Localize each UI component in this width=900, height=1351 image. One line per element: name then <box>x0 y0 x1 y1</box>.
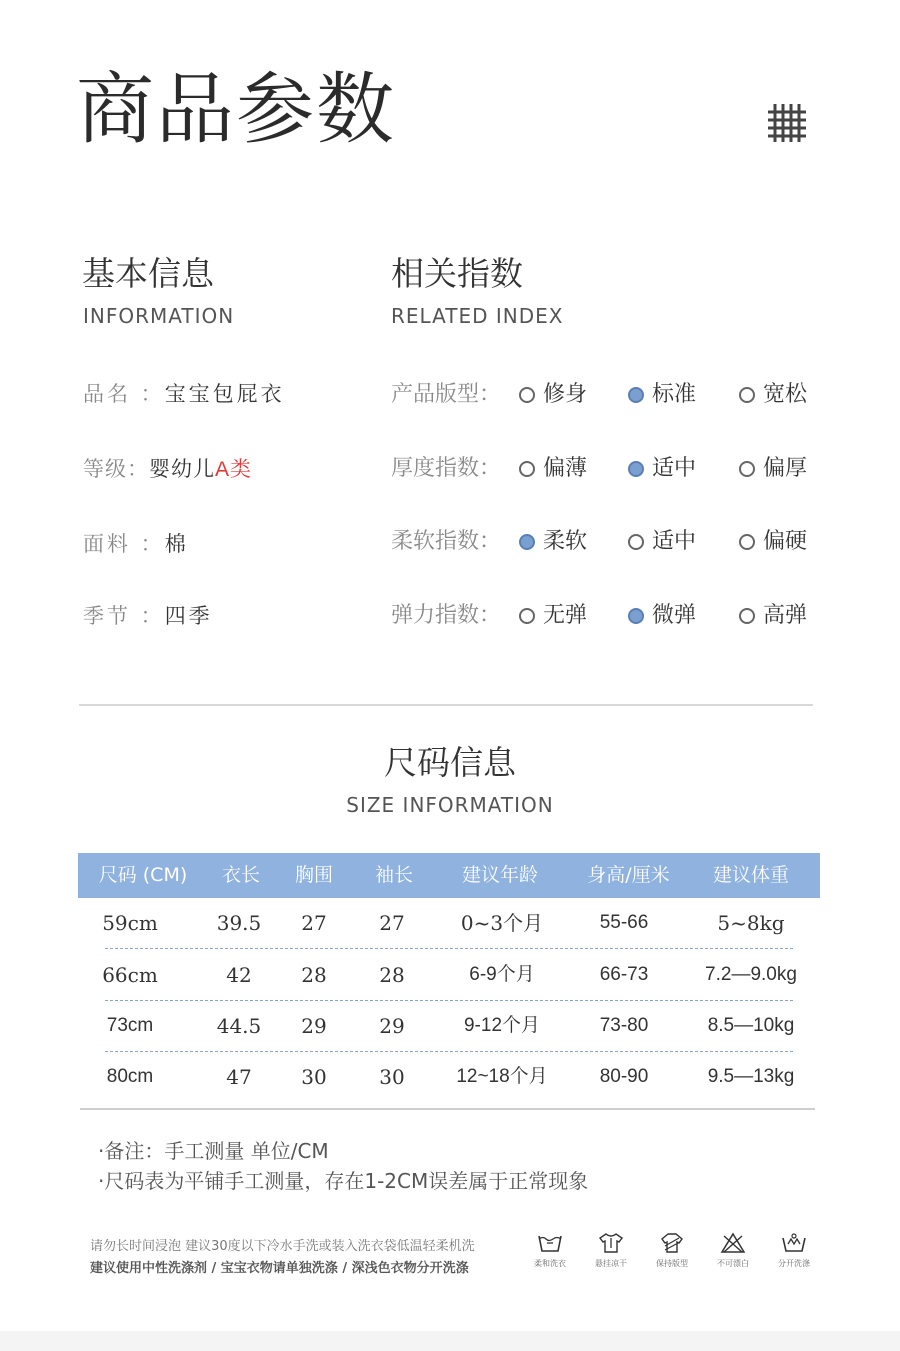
care-label: 不可漂白 <box>717 1259 749 1268</box>
info-row-season <box>83 601 213 631</box>
table-cell: 47 <box>226 1065 252 1089</box>
footer-strip <box>0 1331 900 1351</box>
info-label: 品名 ： <box>83 382 165 406</box>
table-cell: 9.5—13kg <box>707 1066 795 1087</box>
table-cell: 80cm <box>106 1066 154 1087</box>
index-option[interactable] <box>739 454 807 484</box>
table-cell: 73cm <box>106 1015 154 1036</box>
no-bleach-icon <box>720 1232 746 1254</box>
size-info-subtitle: SIZE INFORMATION <box>346 793 554 817</box>
care-label: 悬挂凉干 <box>595 1259 627 1268</box>
info-accent: A类 <box>215 458 253 481</box>
header-cell: 建议体重 <box>712 864 789 886</box>
index-label: 产品版型： <box>391 382 502 407</box>
index-option[interactable] <box>628 527 696 557</box>
info-label: 等级： <box>83 458 149 481</box>
option-label: 修身 <box>543 382 588 407</box>
table-cell: 7.2—9.0kg <box>705 964 797 985</box>
info-row-name <box>83 379 285 409</box>
option-label: 无弹 <box>543 603 588 628</box>
radio-selected-icon <box>628 608 644 624</box>
radio-selected-icon <box>519 534 535 550</box>
table-cell: 30 <box>301 1065 327 1089</box>
index-option[interactable] <box>739 601 807 631</box>
index-option[interactable] <box>739 527 807 557</box>
basic-info-title: 基本信息 <box>82 254 214 293</box>
table-cell: 5~8kg <box>717 911 785 935</box>
care-line: 建议使用中性洗涤剂 / 宝宝衣物请单独洗涤 / 深浅色衣物分开洗涤 <box>90 1261 469 1276</box>
info-label: 季节 ： <box>83 604 165 628</box>
index-option[interactable] <box>628 454 696 484</box>
index-label: 厚度指数： <box>391 456 502 481</box>
care-separate-wash <box>768 1232 820 1270</box>
separate-wash-icon <box>781 1232 807 1254</box>
option-label: 适中 <box>652 456 697 481</box>
table-cell: 55-66 <box>599 912 649 933</box>
option-label: 偏薄 <box>543 456 588 481</box>
index-option[interactable] <box>628 601 696 631</box>
index-option[interactable] <box>519 380 587 410</box>
option-label: 微弹 <box>652 603 697 628</box>
option-label: 偏硬 <box>763 529 808 554</box>
section-divider <box>79 704 813 706</box>
table-cell: 8.5—10kg <box>707 1015 795 1036</box>
care-hang-dry <box>585 1232 637 1270</box>
radio-empty-icon <box>519 387 535 403</box>
table-cell: 42 <box>226 963 252 987</box>
info-label: 面料 ： <box>83 532 165 556</box>
info-value: 婴幼儿 <box>149 458 215 481</box>
option-label: 适中 <box>652 529 697 554</box>
table-cell: 9-12个月 <box>463 1015 541 1036</box>
table-cell: 39.5 <box>216 911 262 935</box>
index-label: 弹力指数： <box>391 603 502 628</box>
table-cell: 28 <box>301 963 327 987</box>
hang-dry-icon <box>598 1232 624 1254</box>
radio-empty-icon <box>739 608 755 624</box>
info-row-grade <box>83 455 252 485</box>
table-cell: 29 <box>379 1014 405 1038</box>
table-cell: 27 <box>301 911 327 935</box>
care-instructions <box>90 1236 475 1280</box>
row-separator <box>105 1000 793 1001</box>
radio-empty-icon <box>519 608 535 624</box>
option-label: 宽松 <box>763 382 808 407</box>
info-row-fabric <box>83 529 189 559</box>
row-separator <box>105 948 793 949</box>
care-label: 分开洗涤 <box>778 1259 810 1268</box>
care-label: 保持版型 <box>656 1259 688 1268</box>
note-line: ·尺码表为平铺手工测量，存在1-2CM误差属于正常现象 <box>98 1169 589 1193</box>
table-cell: 29 <box>301 1014 327 1038</box>
table-cell: 27 <box>379 911 405 935</box>
option-label: 偏厚 <box>763 456 808 481</box>
option-label: 高弹 <box>763 603 808 628</box>
table-cell: 73-80 <box>599 1015 649 1036</box>
grid-icon <box>768 104 806 142</box>
table-bottom-line <box>80 1108 815 1110</box>
note-line: ·备注：手工测量 单位/CM <box>98 1139 329 1163</box>
care-line: 请勿长时间浸泡 建议30度以下冷水手洗或装入洗衣袋低温轻柔机洗 <box>90 1239 475 1254</box>
keep-shape-icon <box>659 1232 685 1254</box>
radio-selected-icon <box>628 461 644 477</box>
hand-wash-icon <box>537 1232 563 1254</box>
basic-info-subtitle: INFORMATION <box>83 304 235 328</box>
radio-empty-icon <box>519 461 535 477</box>
table-cell: 0~3个月 <box>460 911 544 935</box>
index-option[interactable] <box>739 380 807 410</box>
care-hand-wash <box>524 1232 576 1270</box>
radio-selected-icon <box>628 387 644 403</box>
radio-empty-icon <box>739 534 755 550</box>
page-title: 商品参数 <box>76 65 397 155</box>
care-no-bleach <box>707 1232 759 1270</box>
header-cell: 袖长 <box>374 864 413 886</box>
index-option[interactable] <box>519 601 587 631</box>
table-cell: 44.5 <box>216 1014 262 1038</box>
radio-empty-icon <box>739 387 755 403</box>
care-keep-shape <box>646 1232 698 1270</box>
info-value: 棉 <box>164 532 189 556</box>
table-cell: 6-9个月 <box>469 964 535 985</box>
row-separator <box>105 1051 793 1052</box>
table-cell: 80-90 <box>599 1066 649 1087</box>
info-value: 宝宝包屁衣 <box>164 382 285 406</box>
index-option[interactable] <box>628 380 696 410</box>
table-cell: 59cm <box>102 911 158 935</box>
size-info-title: 尺码信息 <box>384 743 516 782</box>
header-cell: 衣长 <box>221 864 260 886</box>
header-cell: 建议年龄 <box>461 864 538 886</box>
option-label: 柔软 <box>543 529 588 554</box>
index-option[interactable] <box>519 454 587 484</box>
table-cell: 28 <box>379 963 405 987</box>
related-index-subtitle: RELATED INDEX <box>391 304 564 328</box>
option-label: 标准 <box>652 382 697 407</box>
radio-empty-icon <box>628 534 644 550</box>
header-cell: 身高/厘米 <box>587 864 670 886</box>
index-option[interactable] <box>519 527 587 557</box>
size-table-header <box>78 853 820 898</box>
table-cell: 66-73 <box>599 964 649 985</box>
table-cell: 66cm <box>102 963 158 987</box>
care-label: 柔和洗衣 <box>534 1259 566 1268</box>
header-cell: 尺码 (CM) <box>98 864 188 886</box>
info-value: 四季 <box>164 604 213 628</box>
index-label: 柔软指数： <box>391 529 502 554</box>
radio-empty-icon <box>739 461 755 477</box>
table-cell: 12~18个月 <box>456 1066 548 1087</box>
table-cell: 30 <box>379 1065 405 1089</box>
header-cell: 胸围 <box>294 864 333 886</box>
related-index-title: 相关指数 <box>391 254 523 293</box>
